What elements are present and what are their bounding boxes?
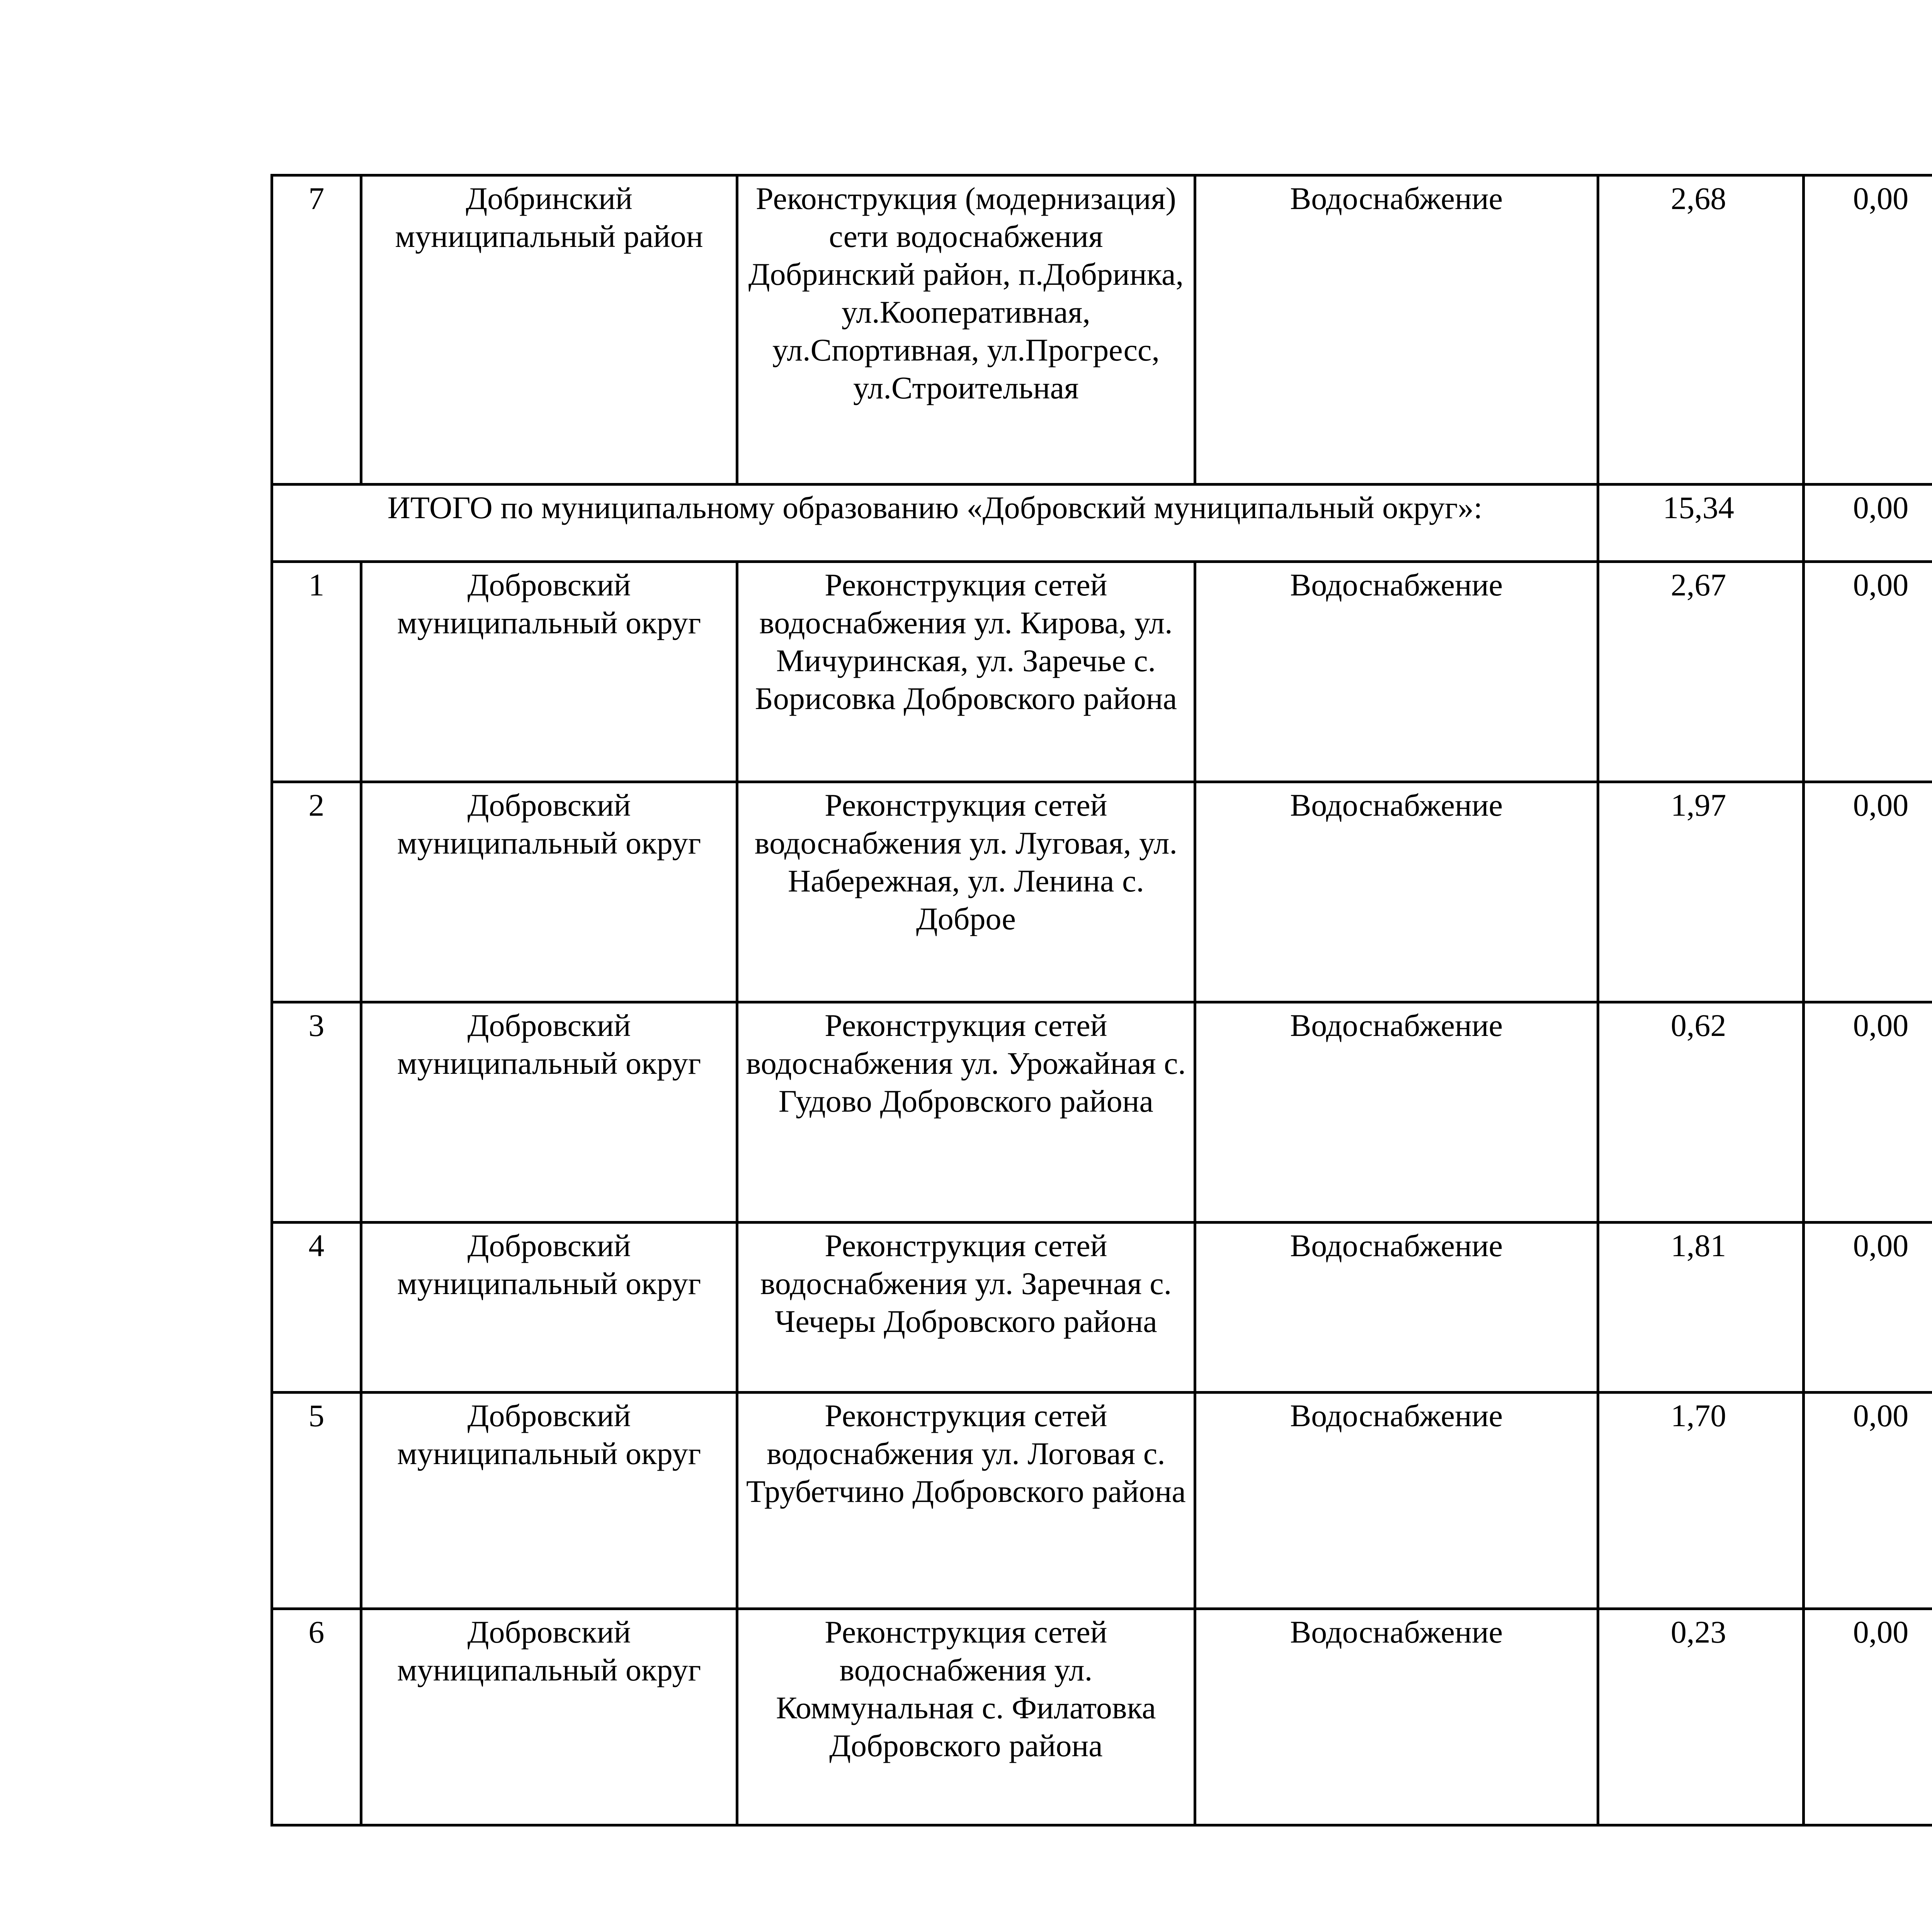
- object-description-cell: Реконструкция сетей водоснабжения ул. Логовая с. Трубетчино Добровского района: [737, 1393, 1195, 1609]
- value-cell-v2: 0,00: [1804, 1609, 1932, 1825]
- table-row: [272, 1393, 1932, 1609]
- table-row: [272, 1002, 1932, 1223]
- row-number: 2: [272, 782, 361, 1002]
- object-description-cell: Реконструкция (модернизация) сети водоснабжения Добринский район, п.Добринка, ул.Кооперативная, ул.Спортивная, ул.Прогресс, ул.Строительная: [737, 175, 1195, 485]
- total-row: [272, 485, 1932, 562]
- municipality-cell: Добровский муниципальный округ: [361, 562, 737, 782]
- municipality-cell: Добровский муниципальный округ: [361, 782, 737, 1002]
- category-cell: Водоснабжение: [1195, 1223, 1598, 1393]
- value-cell-v1: 1,70: [1598, 1393, 1804, 1609]
- total-label: ИТОГО по муниципальному образованию «Добровский муниципальный округ»:: [272, 485, 1598, 562]
- value-cell-v1: 1,97: [1598, 782, 1804, 1002]
- municipality-cell: Добринский муниципальный район: [361, 175, 737, 485]
- object-description-cell: Реконструкция сетей водоснабжения ул. Кирова, ул. Мичуринская, ул. Заречье с. Борисовка Добровского района: [737, 562, 1195, 782]
- row-number: 7: [272, 175, 361, 485]
- value-cell-v2: 0,00: [1804, 782, 1932, 1002]
- value-cell-v1: 1,81: [1598, 1223, 1804, 1393]
- projects-table: [270, 174, 1932, 1827]
- category-cell: Водоснабжение: [1195, 782, 1598, 1002]
- row-number: 3: [272, 1002, 361, 1223]
- row-number: 4: [272, 1223, 361, 1393]
- table-row: [272, 1609, 1932, 1825]
- row-number: 6: [272, 1609, 361, 1825]
- municipality-cell: Добровский муниципальный округ: [361, 1609, 737, 1825]
- total-value-v1: 15,34: [1598, 485, 1804, 562]
- table-row: [272, 1223, 1932, 1393]
- value-cell-v2: 0,00: [1804, 1393, 1932, 1609]
- value-cell-v2: 0,00: [1804, 562, 1932, 782]
- table-row: [272, 562, 1932, 782]
- value-cell-v1: 2,67: [1598, 562, 1804, 782]
- value-cell-v1: 0,62: [1598, 1002, 1804, 1223]
- municipality-cell: Добровский муниципальный округ: [361, 1393, 737, 1609]
- row-number: 1: [272, 562, 361, 782]
- object-description-cell: Реконструкция сетей водоснабжения ул. Луговая, ул. Набережная, ул. Ленина с. Доброе: [737, 782, 1195, 1002]
- municipality-cell: Добровский муниципальный округ: [361, 1223, 737, 1393]
- total-value-v2: 0,00: [1804, 485, 1932, 562]
- object-description-cell: Реконструкция сетей водоснабжения ул. Коммунальная с. Филатовка Добровского района: [737, 1609, 1195, 1825]
- table-row: [272, 175, 1932, 485]
- municipality-cell: Добровский муниципальный округ: [361, 1002, 737, 1223]
- value-cell-v1: 0,23: [1598, 1609, 1804, 1825]
- category-cell: Водоснабжение: [1195, 562, 1598, 782]
- value-cell-v1: 2,68: [1598, 175, 1804, 485]
- category-cell: Водоснабжение: [1195, 1609, 1598, 1825]
- table-row: [272, 782, 1932, 1002]
- row-number: 5: [272, 1393, 361, 1609]
- category-cell: Водоснабжение: [1195, 175, 1598, 485]
- category-cell: Водоснабжение: [1195, 1393, 1598, 1609]
- value-cell-v2: 0,00: [1804, 1223, 1932, 1393]
- category-cell: Водоснабжение: [1195, 1002, 1598, 1223]
- object-description-cell: Реконструкция сетей водоснабжения ул. Урожайная с. Гудово Добровского района: [737, 1002, 1195, 1223]
- object-description-cell: Реконструкция сетей водоснабжения ул. Заречная с. Чечеры Добровского района: [737, 1223, 1195, 1393]
- value-cell-v2: 0,00: [1804, 1002, 1932, 1223]
- value-cell-v2: 0,00: [1804, 175, 1932, 485]
- table-body: [272, 175, 1932, 1825]
